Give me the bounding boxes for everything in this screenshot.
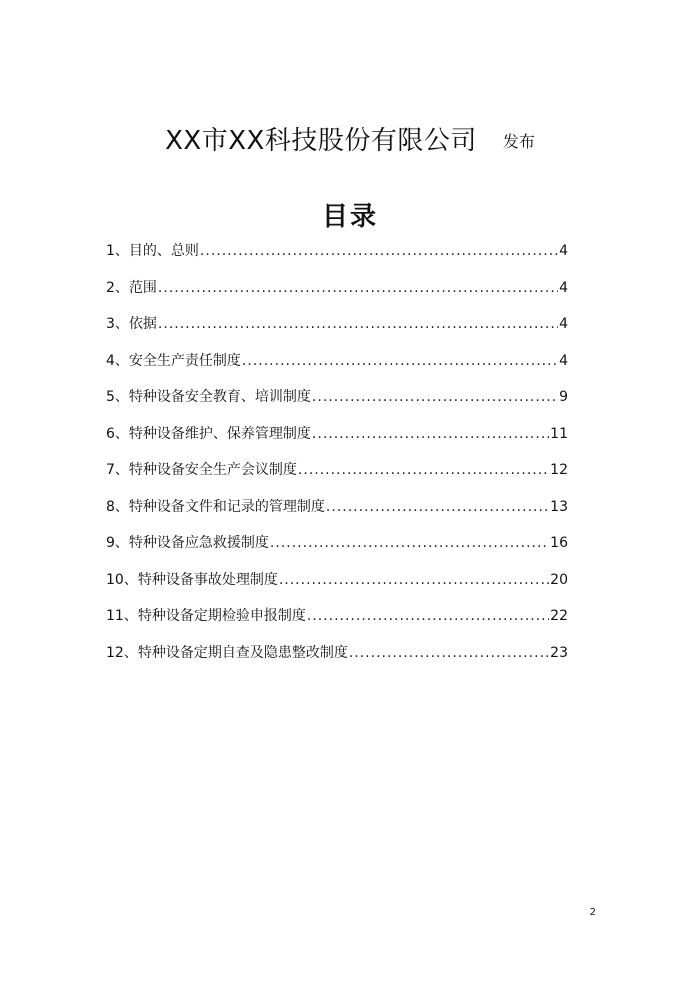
toc-entry-label: 特种设备文件和记录的管理制度: [128, 498, 325, 515]
toc-entry-page: 12: [550, 462, 568, 478]
toc-entry-number: 11、: [106, 608, 138, 624]
toc-entry-number: 7、: [106, 462, 129, 478]
toc-entry-number: 3、: [106, 316, 129, 332]
toc-entry-1[interactable]: [106, 240, 568, 277]
toc-entry-6[interactable]: [106, 423, 568, 460]
toc-entry-number: 8、: [106, 498, 129, 515]
toc-entry-number: 4、: [106, 352, 129, 369]
toc-entry-4[interactable]: [106, 350, 568, 387]
toc-entry-11[interactable]: [106, 605, 568, 642]
toc-entry-label: 特种设备安全生产会议制度: [128, 462, 297, 478]
toc-dot-leader: [270, 532, 549, 554]
toc-entry-page: 16: [550, 535, 568, 551]
toc-entry-page: 4: [559, 243, 568, 259]
toc-entry-number: 10、: [106, 571, 138, 588]
toc-title: 目录: [321, 202, 378, 232]
toc-entry-label: 依据: [128, 316, 157, 332]
toc-entry-page: 4: [559, 316, 568, 332]
toc-entry-number: 6、: [106, 425, 129, 442]
toc-entry-page: 9: [559, 389, 568, 405]
toc-entry-label: 特种设备维护、保养管理制度: [128, 425, 311, 442]
toc-entry-page: 22: [550, 608, 568, 624]
toc-entry-label: 特种设备定期自查及隐患整改制度: [137, 644, 348, 661]
toc-entry-page: 20: [550, 571, 568, 588]
toc-dot-leader: [312, 423, 549, 445]
toc-entry-7[interactable]: [106, 459, 568, 496]
toc-entry-number: 9、: [106, 535, 129, 551]
toc-entry-9[interactable]: [106, 532, 568, 569]
toc-dot-leader: [298, 459, 549, 481]
toc-entry-12[interactable]: [106, 642, 568, 679]
toc-entry-number: 5、: [106, 389, 129, 405]
toc-dot-leader: [349, 642, 549, 664]
toc-dot-leader: [307, 605, 549, 627]
toc-entry-label: 特种设备事故处理制度: [137, 571, 278, 588]
company-header: [0, 120, 700, 157]
toc-entry-number: 2、: [106, 279, 129, 296]
toc-dot-leader: [312, 386, 558, 408]
toc-entry-page: 4: [559, 279, 568, 296]
toc-entry-2[interactable]: [106, 277, 568, 314]
toc-dot-leader: [158, 313, 558, 335]
table-of-contents: [106, 240, 568, 678]
toc-entry-label: 特种设备定期检验申报制度: [137, 608, 306, 624]
toc-entry-label: 特种设备安全教育、培训制度: [128, 389, 311, 405]
toc-dot-leader: [200, 240, 558, 262]
toc-entry-label: 特种设备应急救援制度: [128, 535, 269, 551]
toc-entry-number: 1、: [106, 243, 129, 259]
toc-entry-number: 12、: [106, 644, 138, 661]
toc-dot-leader: [242, 350, 558, 372]
toc-entry-page: 23: [550, 644, 568, 661]
toc-dot-leader: [326, 496, 549, 518]
toc-entry-page: 13: [550, 498, 568, 515]
page-number: 2: [589, 907, 596, 918]
toc-entry-label: 目的、总则: [128, 243, 199, 259]
toc-entry-page: 11: [550, 425, 568, 442]
toc-entry-8[interactable]: [106, 496, 568, 533]
publish-label: 发布: [502, 132, 535, 151]
toc-entry-label: 安全生产责任制度: [128, 352, 241, 369]
toc-dot-leader: [158, 277, 558, 299]
toc-entry-page: 4: [559, 352, 568, 369]
toc-dot-leader: [279, 569, 549, 591]
toc-entry-label: 范围: [128, 279, 157, 296]
company-name: XX市XX科技股份有限公司: [165, 126, 477, 156]
toc-entry-3[interactable]: [106, 313, 568, 350]
toc-entry-5[interactable]: [106, 386, 568, 423]
toc-entry-10[interactable]: [106, 569, 568, 606]
